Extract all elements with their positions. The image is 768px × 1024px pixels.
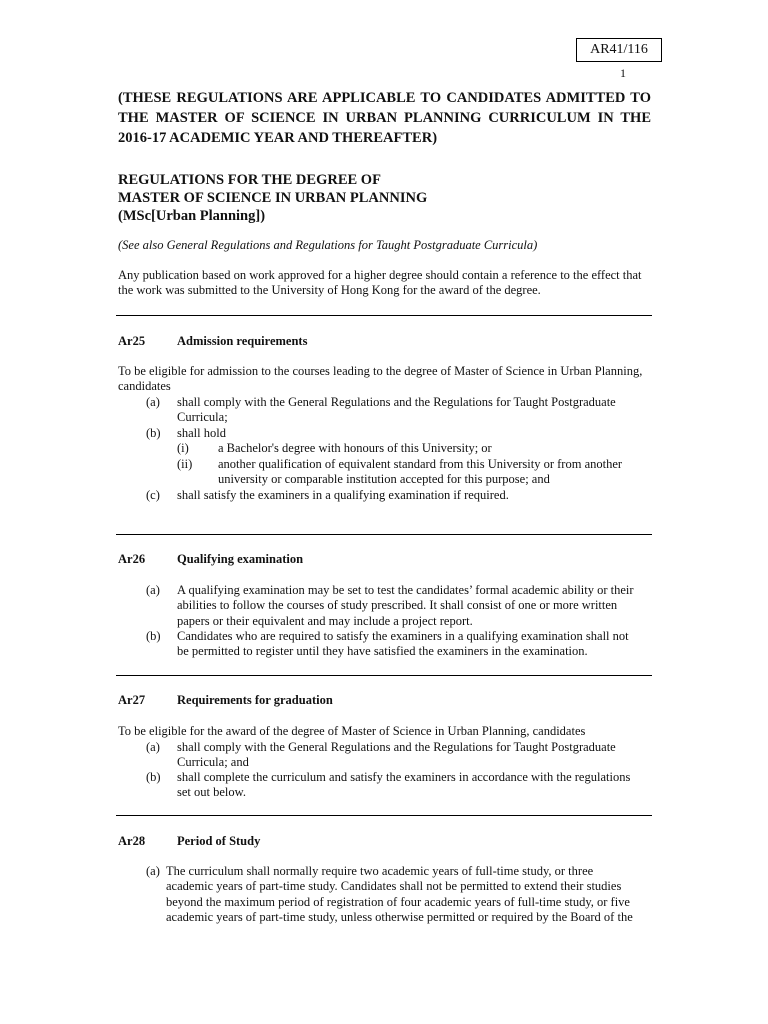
section-divider xyxy=(116,534,652,535)
ar25-item-b: shall hold xyxy=(177,426,226,440)
ar26-item-b xyxy=(177,629,651,660)
ar26-item-a-line-3: papers or their equivalent and may include a project report. xyxy=(177,613,473,628)
ar26-item-a xyxy=(177,583,651,629)
title-line-2: MASTER OF SCIENCE IN URBAN PLANNING xyxy=(118,190,428,206)
regulations-title xyxy=(118,171,427,225)
ar28-item-a xyxy=(166,864,651,925)
ar25-subitem-ii xyxy=(218,457,651,488)
title-line-1: REGULATIONS FOR THE DEGREE OF xyxy=(118,172,381,188)
ar25-item-a-line-2: Curricula; xyxy=(177,410,228,425)
ar25-subitem-ii-line-2: university or comparable institution accepted for this purpose; and xyxy=(218,472,550,487)
ar27-item-b-line-2: set out below. xyxy=(177,785,246,800)
item-label: (a) xyxy=(146,740,160,754)
document-reference-box: AR41/116 xyxy=(576,38,662,62)
section-divider xyxy=(116,315,652,316)
section-code-ar25: Ar25 xyxy=(118,334,146,348)
item-label: (a) xyxy=(146,583,160,597)
section-title-ar28: Period of Study xyxy=(177,834,261,848)
ar28-item-a-line-1: The curriculum shall normally require two academic years of full-time study, or three xyxy=(166,864,594,878)
applicability-notice: (THESE REGULATIONS ARE APPLICABLE TO CANDIDATES ADMITTED TO THE MASTER OF SCIENCE IN URBAN PLANNING CURRICULUM IN THE 2016-17 ACADEMIC YEAR AND THEREAFTER) xyxy=(118,90,651,146)
ar26-item-a-line-1: A qualifying examination may be set to test the candidates’ formal academic ability or their xyxy=(177,583,634,597)
see-also-note: (See also General Regulations and Regulations for Taught Postgraduate Curricula) xyxy=(118,238,538,252)
ar27-item-a xyxy=(177,740,651,771)
publication-note xyxy=(118,268,642,299)
item-label: (b) xyxy=(146,629,161,643)
ar25-intro-line-2: candidates xyxy=(118,379,171,394)
section-code-ar28: Ar28 xyxy=(118,834,146,848)
section-title-ar27: Requirements for graduation xyxy=(177,693,333,707)
publication-note-line-1: Any publication based on work approved for a higher degree should contain a reference to the effect that xyxy=(118,268,642,282)
section-title-ar25: Admission requirements xyxy=(177,334,308,348)
ar25-item-c: shall satisfy the examiners in a qualifying examination if required. xyxy=(177,488,509,502)
ar25-subitem-i: a Bachelor's degree with honours of this University; or xyxy=(218,441,492,455)
item-label: (b) xyxy=(146,426,161,440)
item-label: (a) xyxy=(146,864,160,878)
publication-note-line-2: the work was submitted to the University of Hong Kong for the award of the degree. xyxy=(118,283,541,298)
subitem-label: (i) xyxy=(177,441,189,455)
item-label: (b) xyxy=(146,770,161,784)
ar27-item-a-line-2: Curricula; and xyxy=(177,755,249,770)
ar27-intro: To be eligible for the award of the degree of Master of Science in Urban Planning, candidates xyxy=(118,724,586,738)
ar25-item-a-line-1: shall comply with the General Regulations and the Regulations for Taught Postgraduate xyxy=(177,395,616,409)
section-title-ar26: Qualifying examination xyxy=(177,552,304,566)
ar25-subitem-ii-line-1: another qualification of equivalent standard from this University or from another xyxy=(218,457,623,471)
item-label: (a) xyxy=(146,395,160,409)
ar28-item-a-line-3: beyond the maximum period of registration of four academic years of full-time study, or five xyxy=(166,894,630,909)
ar28-item-a-line-4: academic years of part-time study, unless otherwise permitted or required by the Board of the xyxy=(166,909,633,924)
ar28-item-a-line-2: academic years of part-time study. Candidates shall not be permitted to extend their studies xyxy=(166,879,622,894)
ar27-item-a-line-1: shall comply with the General Regulations and the Regulations for Taught Postgraduate xyxy=(177,740,616,754)
ar26-item-a-line-2: abilities to follow the courses of study prescribed. It shall consist of one or more written xyxy=(177,598,618,613)
ar25-intro-line-1: To be eligible for admission to the courses leading to the degree of Master of Science in Urban Planning, xyxy=(118,364,643,378)
section-code-ar27: Ar27 xyxy=(118,693,146,707)
page-number: 1 xyxy=(620,66,626,80)
section-code-ar26: Ar26 xyxy=(118,552,146,566)
ar27-item-b xyxy=(177,770,651,801)
section-divider xyxy=(116,815,652,816)
ar25-intro xyxy=(118,364,651,395)
section-divider xyxy=(116,675,652,676)
title-line-3: (MSc[Urban Planning]) xyxy=(118,208,266,224)
subitem-label: (ii) xyxy=(177,457,193,471)
ar26-item-b-line-1: Candidates who are required to satisfy the examiners in a qualifying examination shall not xyxy=(177,629,629,643)
item-label: (c) xyxy=(146,488,160,502)
ar27-item-b-line-1: shall complete the curriculum and satisfy the examiners in accordance with the regulations xyxy=(177,770,631,784)
ar25-item-a xyxy=(177,395,651,426)
ar26-item-b-line-2: be permitted to register until they have satisfied the examiners in the examination. xyxy=(177,644,588,659)
